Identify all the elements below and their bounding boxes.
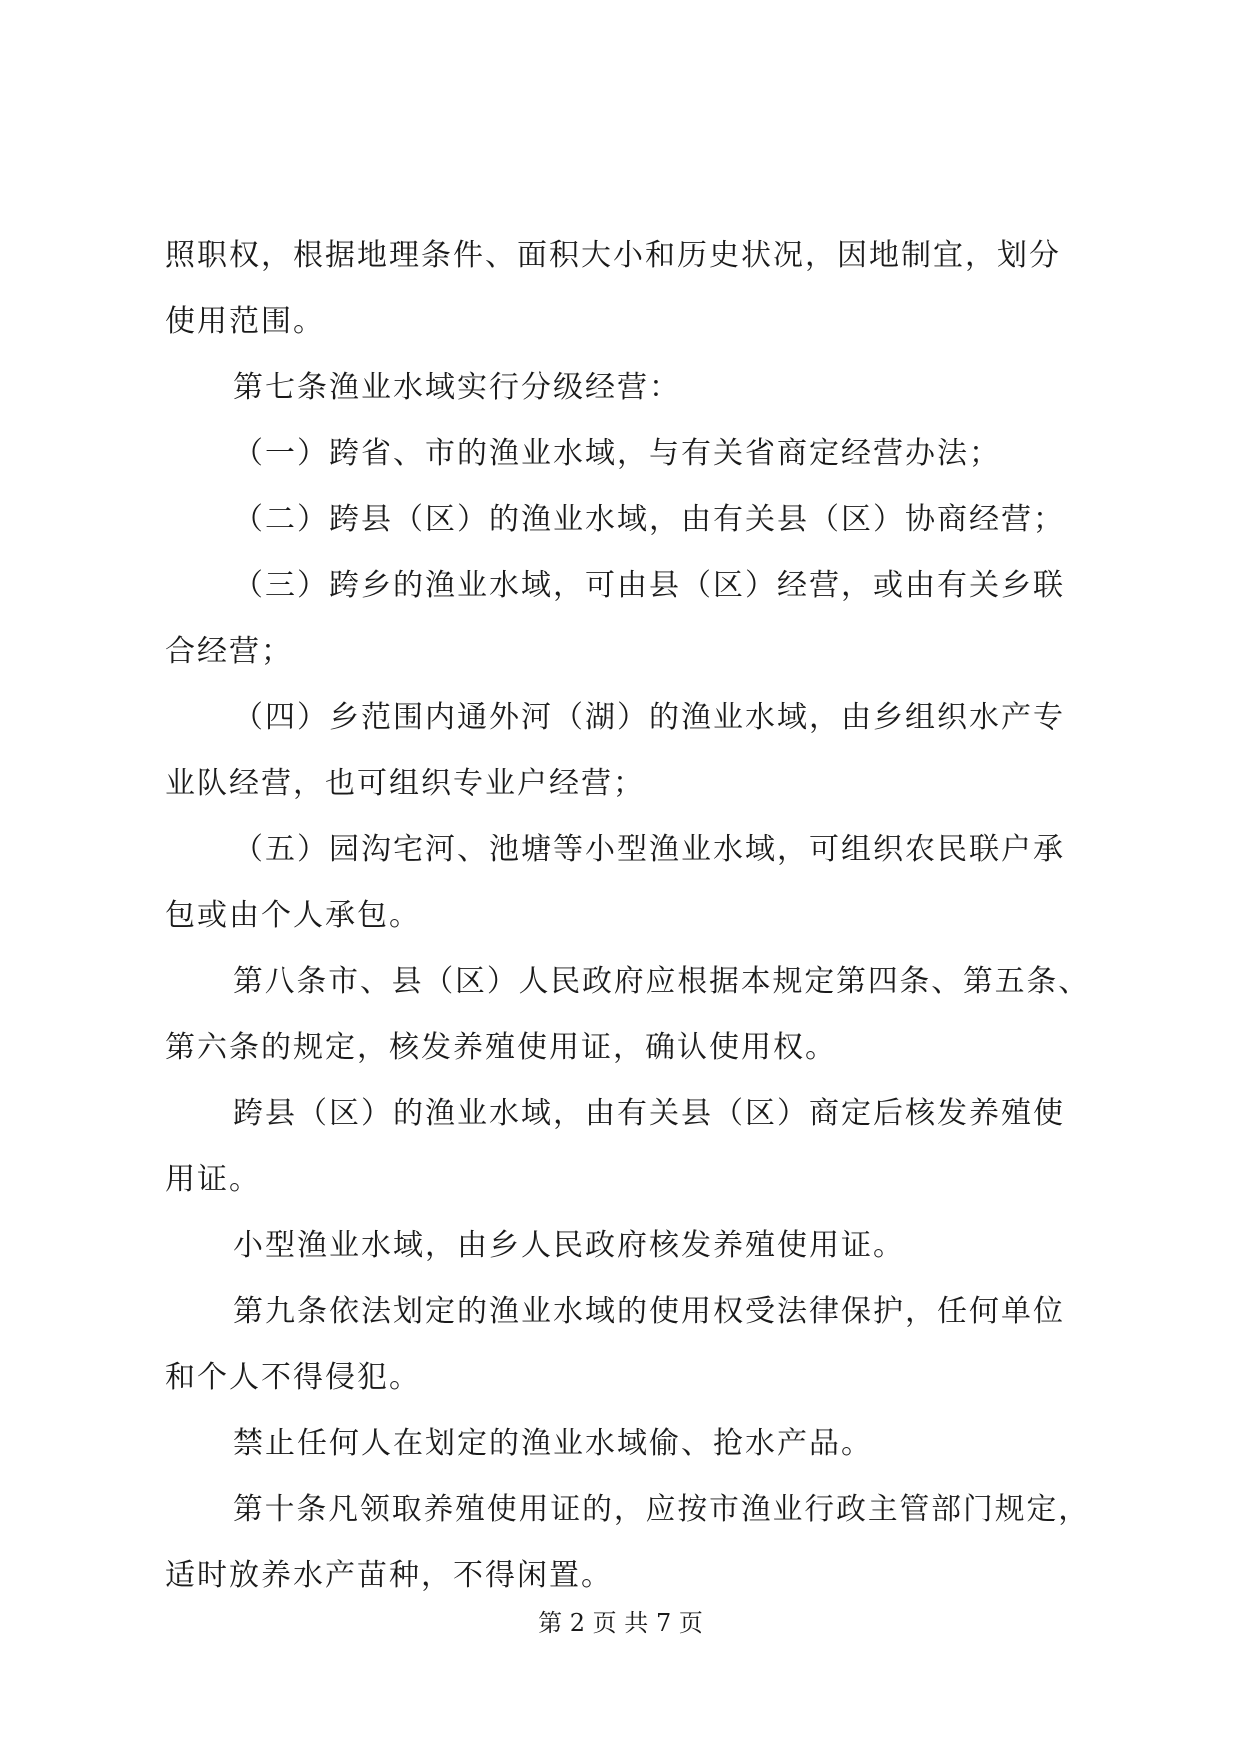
text-line: （五）园沟宅河、池塘等小型渔业水域，可组织农民联户承 (233, 832, 1065, 867)
text-line: （二）跨县（区）的渔业水域，由有关县（区）协商经营； (233, 502, 1065, 537)
text-line: 第十条凡领取养殖使用证的，应按市渔业行政主管部门规定， (233, 1492, 1091, 1527)
text-line: 包或由个人承包。 (165, 898, 421, 933)
text-line: （一）跨省、市的渔业水域，与有关省商定经营办法； (233, 436, 1001, 471)
text-line: 禁止任何人在划定的渔业水域偷、抢水产品。 (233, 1426, 873, 1461)
text-line: 用证。 (165, 1162, 261, 1197)
text-line: 照职权，根据地理条件、面积大小和历史状况，因地制宜，划分 (165, 238, 1061, 273)
page-number-footer: 第 2 页 共 7 页 (538, 1609, 703, 1637)
text-line: 第七条渔业水域实行分级经营： (233, 370, 681, 405)
text-line: 业队经营，也可组织专业户经营； (165, 766, 645, 801)
text-line: 使用范围。 (165, 304, 325, 339)
text-line: 小型渔业水域，由乡人民政府核发养殖使用证。 (233, 1228, 905, 1263)
text-line: 和个人不得侵犯。 (165, 1360, 421, 1395)
text-line: 跨县（区）的渔业水域，由有关县（区）商定后核发养殖使 (233, 1096, 1065, 1131)
text-line: 合经营； (165, 634, 293, 669)
text-line: 第八条市、县（区）人民政府应根据本规定第四条、第五条、 (233, 964, 1091, 999)
text-line: （三）跨乡的渔业水域，可由县（区）经营，或由有关乡联 (233, 568, 1065, 603)
text-line: 第九条依法划定的渔业水域的使用权受法律保护，任何单位 (233, 1294, 1065, 1329)
text-line: （四）乡范围内通外河（湖）的渔业水域，由乡组织水产专 (233, 700, 1065, 735)
text-line: 第六条的规定，核发养殖使用证，确认使用权。 (165, 1030, 837, 1065)
text-line: 适时放养水产苗种，不得闲置。 (165, 1558, 613, 1593)
